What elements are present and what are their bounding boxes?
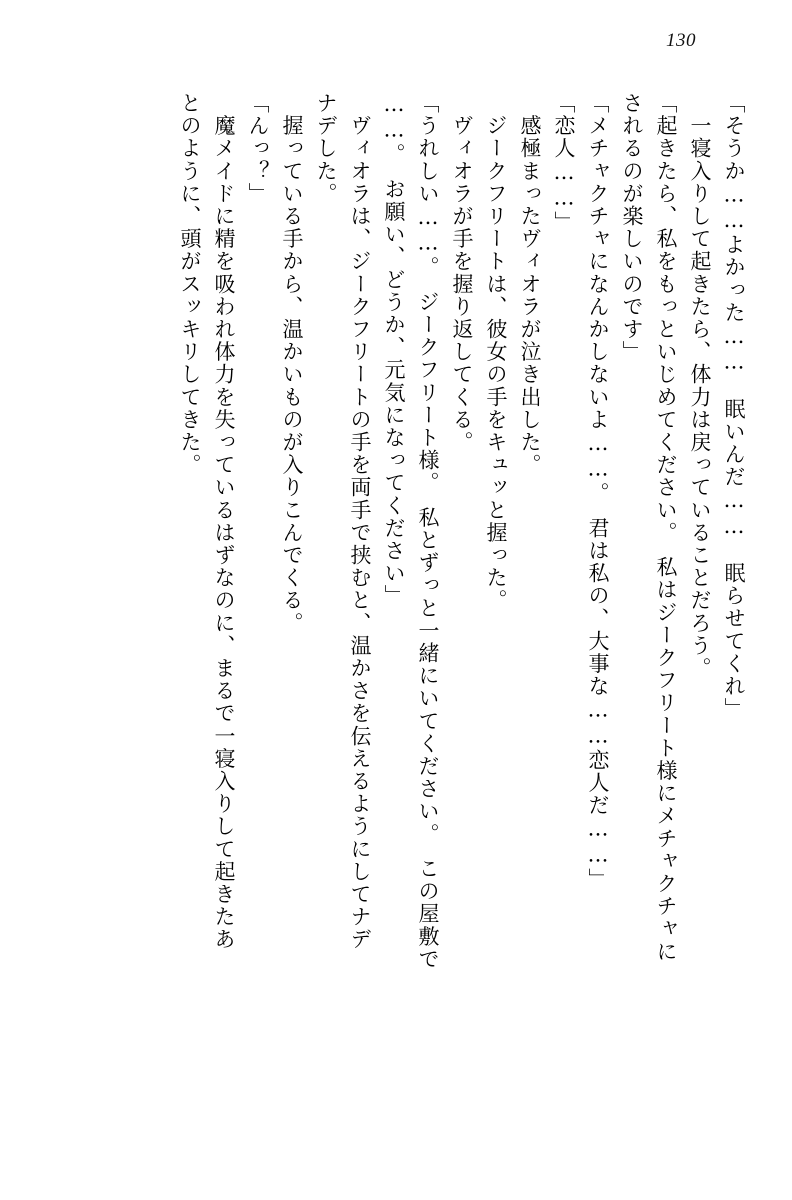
text-column: 「そうか……よかった…… 眠いんだ…… 眠らせてくれ」 xyxy=(722,92,746,721)
text-column: とのように、頭がスッキリしてきた。 xyxy=(178,92,202,477)
text-column: 魔メイドに精を吸われ体力を失っているはずなのに、まるで一寝入りして起きたあ xyxy=(212,92,236,951)
text-column: 「メチャクチャになんかしないよ……。 君は私の、大事な……恋人だ……」 xyxy=(586,92,610,891)
text-column: ジークフリートは、彼女の手をキュッと握った。 xyxy=(484,92,508,612)
vertical-text-body xyxy=(48,92,744,1162)
text-column: 握っている手から、温かいものが入りこんでくる。 xyxy=(280,92,304,635)
text-column: 「恋人……」 xyxy=(552,92,576,234)
page-number: 130 xyxy=(666,30,696,51)
text-column: ナデした。 xyxy=(314,92,338,205)
text-column: 感極まったヴィオラが泣き出した。 xyxy=(518,92,542,477)
text-column: 「起きたら、私をもっといじめてください。 私はジークフリート様にメチャクチャに xyxy=(654,92,678,963)
text-column: ヴィオラは、ジークフリートの手を両手で挟むと、温かさを伝えるようにしてナデ xyxy=(348,92,372,951)
text-column: されるのが楽しいのです」 xyxy=(620,92,644,364)
text-column: 「うれしい……。 ジークフリート様。 私とずっと一緒にいてください。 この屋敷で xyxy=(416,92,440,971)
text-column: ヴィオラが手を握り返してくる。 xyxy=(450,92,474,454)
text-column: 一寝入りして起きたら、体力は戻っていることだろう。 xyxy=(688,92,712,680)
text-column: 「んっ？」 xyxy=(246,92,270,205)
text-column: ……。 お願い、どうか、元気になってください」 xyxy=(382,92,406,608)
